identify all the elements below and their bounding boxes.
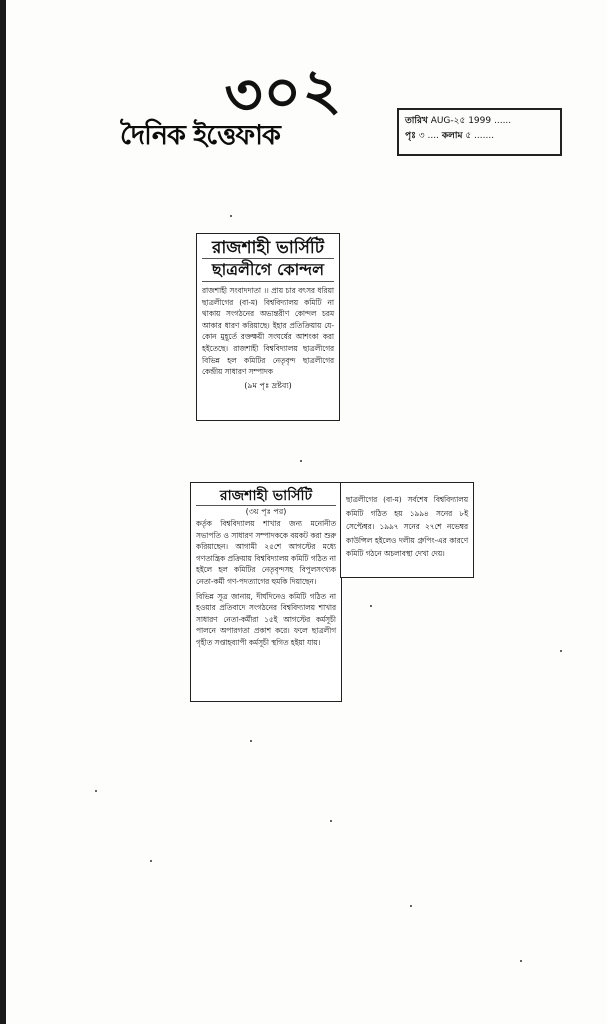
- scan-speck: [520, 960, 522, 962]
- stamp-page-label: পৃঃ: [405, 131, 416, 141]
- clipping-stamp: তারিখ AUG-২৫ 1999 ...... পৃঃ ৩ .... কলাম ৫ .......: [397, 108, 562, 156]
- scan-speck: [330, 820, 332, 822]
- handwritten-number: ৩০২: [222, 54, 344, 130]
- scan-speck: [300, 460, 302, 462]
- stamp-page-value: ৩: [418, 131, 425, 141]
- scan-speck: [95, 790, 97, 792]
- clip2-body-left: কর্তৃক বিশ্ববিদ্যালয় শাখার জন্য মনোনীত সভাপতি ও সাধারণ সম্পাদককে বয়কট করা শুরু করিয়াছেন। আগামী ২৫শে আগস্টের মধ্যে গণতান্ত্রিক প্রক্রিয়ায় বিশ্ববিদ্যালয় কমিটি গঠিত না হইলে হল কমিটির নেতৃবৃন্দসহ বিপুলসংখ্যক নেতা-কর্মী গণ-পদত্যাগের হুমকি দিয়াছেন।: [196, 519, 336, 586]
- clip2-subhead: (৩য় পৃঃ পর): [245, 507, 287, 516]
- clip2-headline: রাজশাহী ভার্সিটি: [196, 487, 336, 506]
- news-clipping-2-right: [340, 482, 474, 578]
- clip1-headline-line1: রাজশাহী ভার্সিটি: [202, 238, 334, 259]
- scan-edge-bar: [0, 0, 6, 1024]
- stamp-column-value: ৫: [465, 131, 472, 141]
- scan-speck: [150, 860, 152, 862]
- newspaper-masthead: দৈনিক ইত্তেফাক: [120, 120, 280, 151]
- news-clipping-2-left: [190, 482, 342, 702]
- stamp-column-label: কলাম: [441, 131, 463, 141]
- news-clipping-1: [196, 233, 340, 421]
- stamp-date-label: তারিখ: [405, 116, 428, 126]
- scan-speck: [560, 650, 562, 652]
- clip2-body-left-2: বিভিন্ন সূত্র জানায়, দীর্ঘদিনেও কমিটি গঠিত না হওয়ার প্রতিবাদে সংগঠনের বিশ্ববিদ্যালয় শাখার সাধারণ নেতা-কর্মীরা ১৫ই আগস্টের কর্মসূচী পালনে অপারগতা প্রকাশ করে। ফলে ছাত্রলীগ গৃহীত সপ্তাহব্যাপী কর্মসূচী স্থগিত হইয়া যায়।: [196, 591, 336, 647]
- scan-speck: [230, 215, 232, 217]
- scan-speck: [370, 605, 372, 607]
- clip2-body-right: ছাত্রলীগের (বা-ম) সর্বশেষ বিশ্ববিদ্যালয় কমিটি গঠিত হয় ১৯৯৪ সনের ৮ই সেপ্টেম্বর। ১৯৯৭ সনের ২৭শে নভেম্বর কাউন্সিল হইলেও দলীয় গ্রুপিং-এর কারণে কমিটি গঠনে অচলাবস্থা দেখা দেয়।: [346, 495, 468, 558]
- clip1-body: রাজশাহী সংবাদদাতা ।। প্রায় চার বৎসর ধরিয়া ছাত্রলীগের (বা-ম) বিশ্ববিদ্যালয় কমিটি না থাকায় সংগঠনের অভ্যন্তরীণ কোন্দল চরম আকার ধারণ করিয়াছে। ইহার প্রতিক্রিয়ায় যে-কোন মুহূর্তে রক্তক্ষয়ী সংঘর্ষের আশংকা করা হইতেছে। রাজশাহী বিশ্ববিদ্যালয় ছাত্রলীগের বিভিন্ন হল কমিটির নেতৃবৃন্দ ছাত্রলীগের কেন্দ্রীয় সাধারণ সম্পাদক: [202, 286, 334, 377]
- scan-speck: [410, 905, 412, 907]
- clip1-continuation: (৯ম পৃঃ দ্রষ্টব্য): [244, 380, 292, 390]
- clip1-headline-line2: ছাত্রলীগে কোন্দল: [202, 259, 334, 282]
- scan-speck: [250, 740, 252, 742]
- stamp-date-value: AUG-২৫ 1999: [430, 116, 492, 126]
